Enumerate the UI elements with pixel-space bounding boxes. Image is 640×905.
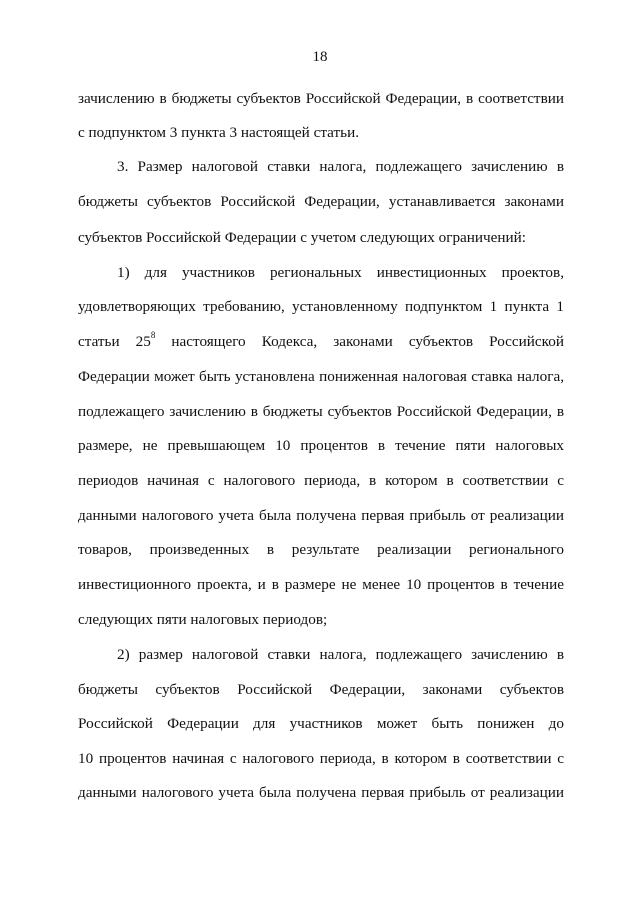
text-line: товаров, произведенных в результате реализации регионального bbox=[78, 541, 564, 558]
text-line: Российской Федерации для участников может быть понижен до bbox=[78, 715, 564, 732]
text-line: Федерации может быть установлена пониженная налоговая ставка налога, bbox=[78, 368, 564, 385]
superscript: 8 bbox=[150, 329, 156, 340]
text-line: с подпунктом 3 пункта 3 настоящей статьи. bbox=[78, 124, 359, 141]
text-line: бюджеты субъектов Российской Федерации, законами субъектов bbox=[78, 681, 564, 698]
text-fragment: настоящего Кодекса, законами субъектов Российской bbox=[155, 333, 564, 350]
text-line: инвестиционного проекта, и в размере не менее 10 процентов в течение bbox=[78, 576, 564, 593]
page-number: 18 bbox=[312, 49, 328, 65]
text-line: 3. Размер налоговой ставки налога, подлежащего зачислению в bbox=[117, 158, 564, 175]
text-line: 2) размер налоговой ставки налога, подлежащего зачислению в bbox=[117, 646, 564, 663]
text-line: 10 процентов начиная с налогового периода, в котором в соответствии с bbox=[78, 750, 564, 767]
text-line: бюджеты субъектов Российской Федерации, устанавливается законами bbox=[78, 193, 564, 210]
text-line: субъектов Российской Федерации с учетом следующих ограничений: bbox=[78, 229, 527, 246]
text-line: удовлетворяющих требованию, установленному подпунктом 1 пункта 1 bbox=[78, 298, 564, 315]
text-line: зачислению в бюджеты субъектов Российской Федерации, в соответствии bbox=[78, 90, 564, 107]
text-line bbox=[78, 329, 564, 350]
text-line: периодов начиная с налогового периода, в котором в соответствии с bbox=[78, 472, 564, 489]
text-line: данными налогового учета была получена первая прибыль от реализации bbox=[78, 507, 564, 524]
text-line: 1) для участников региональных инвестиционных проектов, bbox=[117, 264, 564, 281]
text-line: размере, не превышающем 10 процентов в течение пяти налоговых bbox=[78, 437, 564, 454]
text-line: следующих пяти налоговых периодов; bbox=[78, 611, 328, 628]
text-fragment: статьи 25 bbox=[78, 333, 151, 350]
text-line: данными налогового учета была получена первая прибыль от реализации bbox=[78, 784, 564, 801]
text-line: подлежащего зачислению в бюджеты субъектов Российской Федерации, в bbox=[78, 403, 564, 420]
